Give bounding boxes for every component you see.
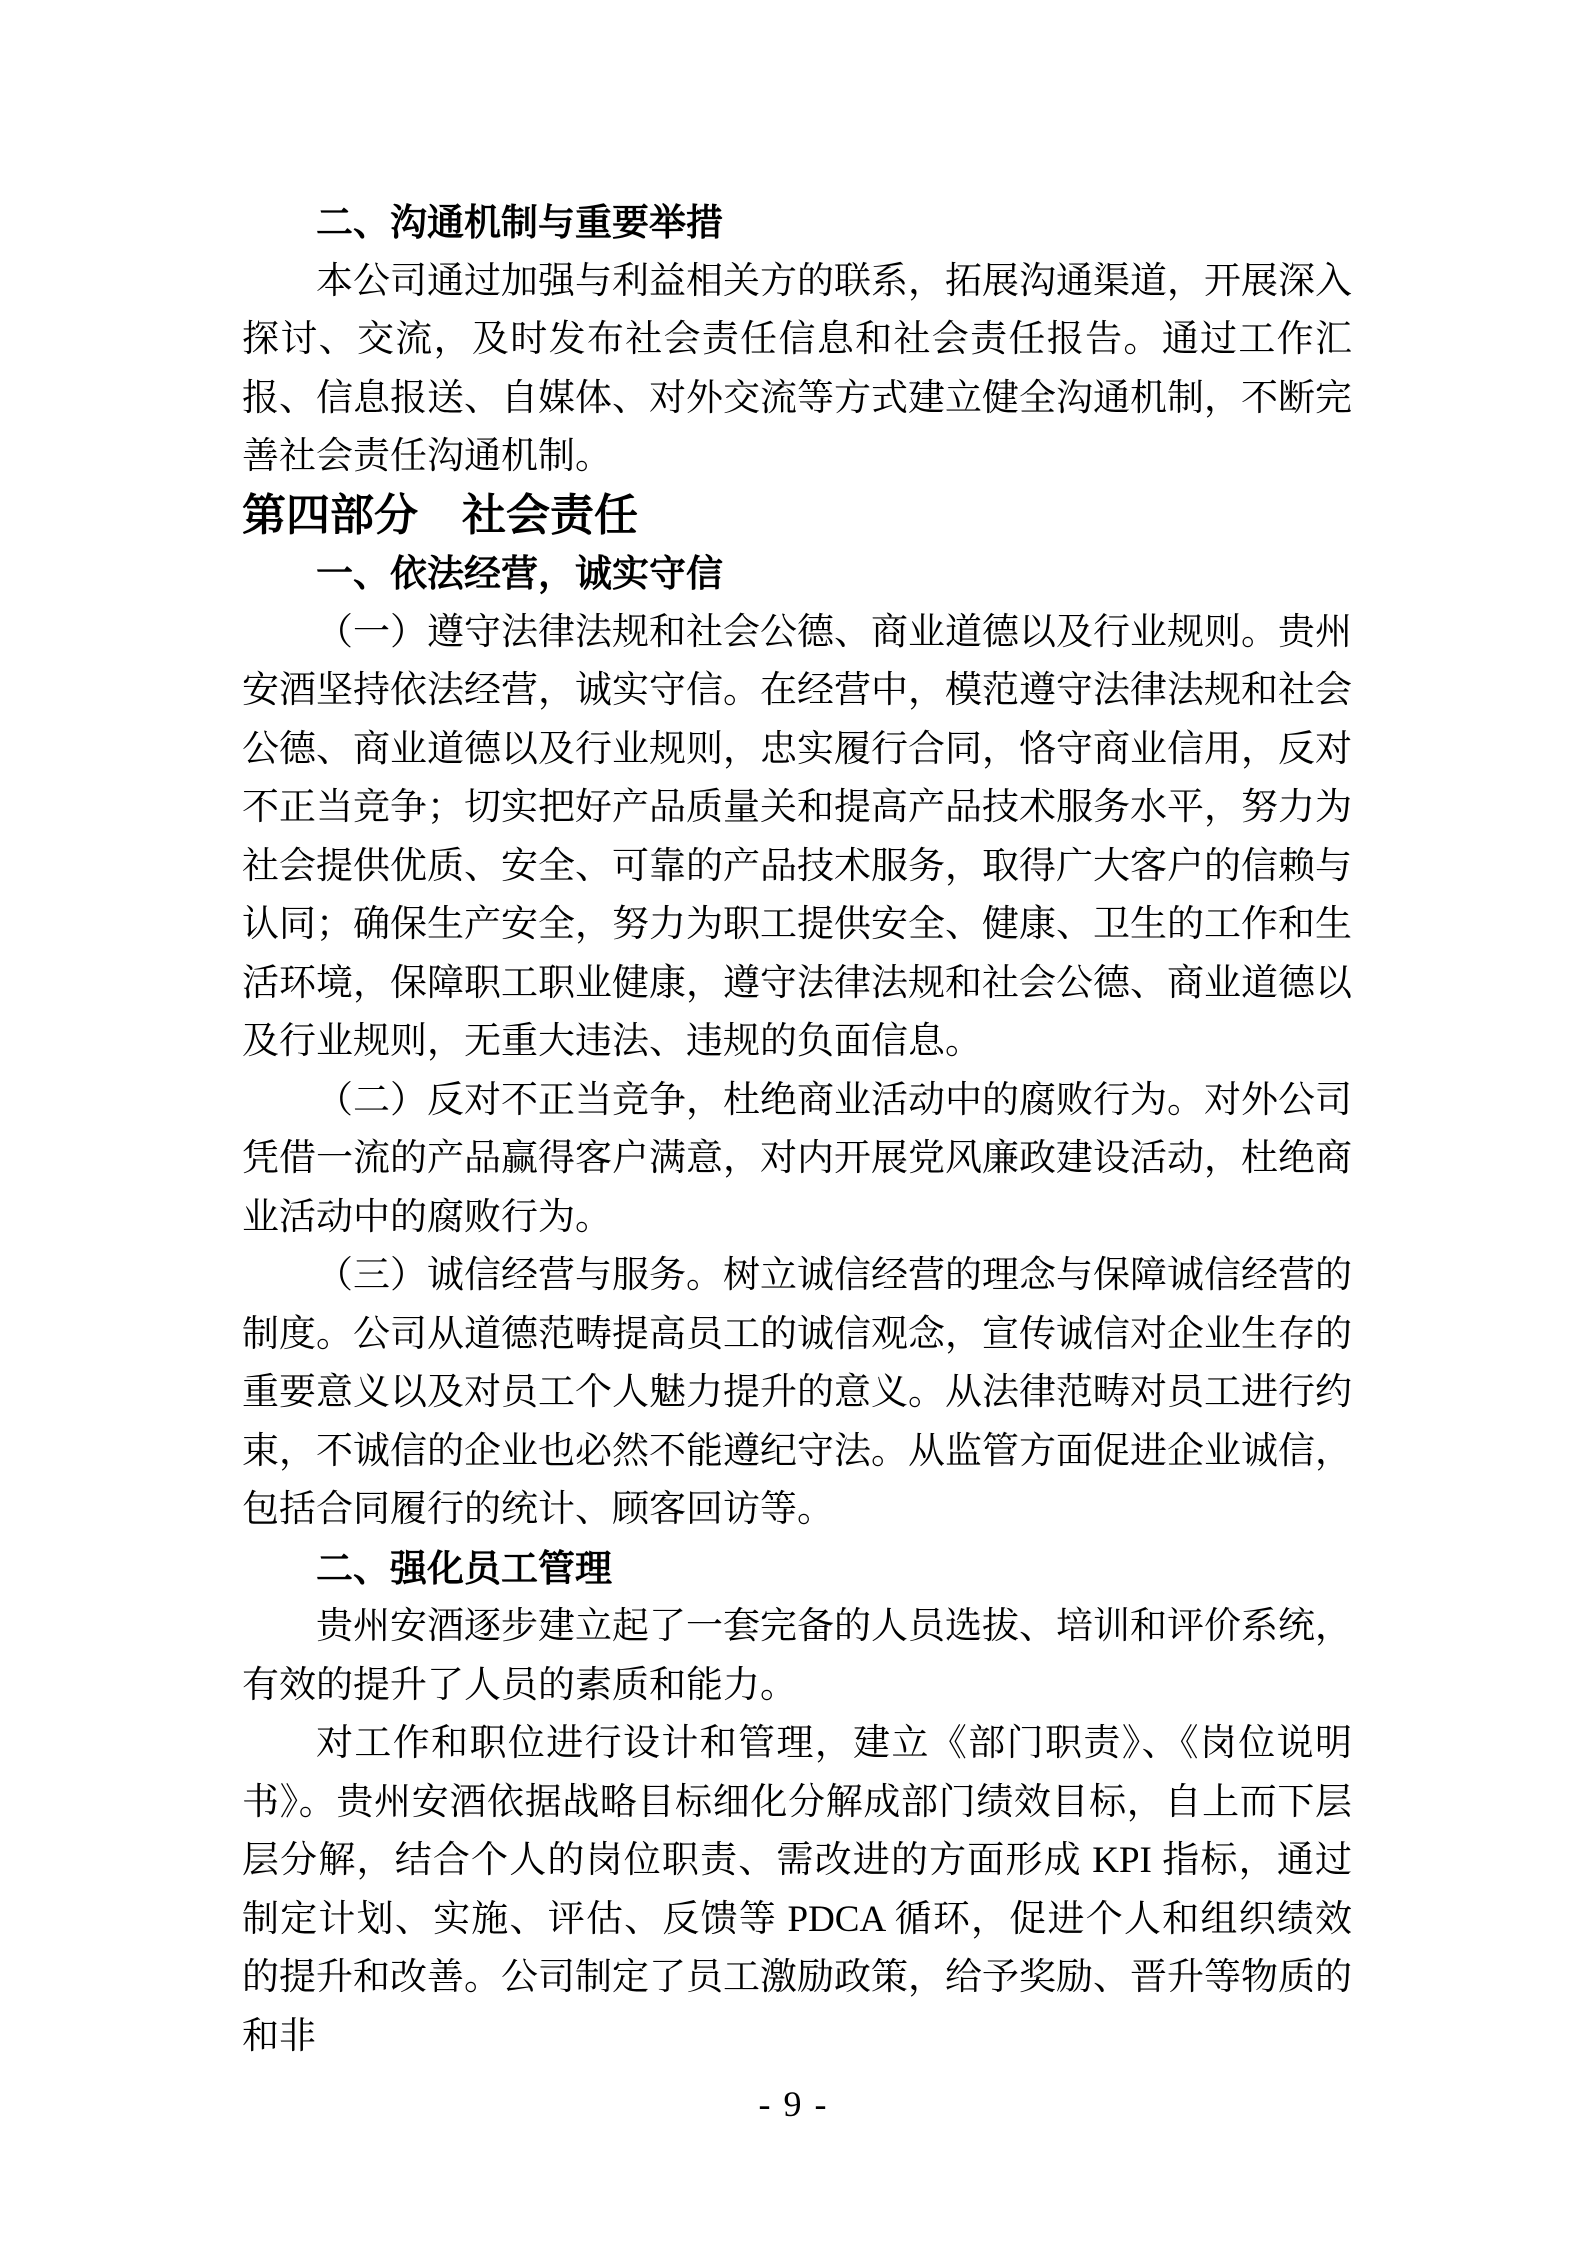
heading-lawful-operation: 一、依法经营，诚实守信 [316,553,723,594]
paragraph-law-compliance: （一）遵守法律法规和社会公德、商业道德以及行业规则。贵州安酒坚持依法经营，诚实守信。在经营中，模范遵守法律法规和社会公德、商业道德以及行业规则，忠实履行合同，恪守商业信用，反对不正当竞争；切实把好产品质量关和提高产品技术服务水平，努力为社会提供优质、安全、可靠的产品技术服务，取得广大客户的信赖与认同；确保生产安全，努力为职工提供安全、健康、卫生的工作和生活环境，保障职工职业健康，遵守法律法规和社会公德、商业道德以及行业规则，无重大违法、违规的负面信息。 [242,611,1352,1062]
heading-communication-mechanism: 二、沟通机制与重要举措 [316,202,723,243]
paragraph-job-design-kpi: 对工作和职位进行设计和管理，建立《部门职责》、《岗位说明书》。贵州安酒依据战略目标细化分解成部门绩效目标，自上而下层层分解，结合个人的岗位职责、需改进的方面形成 KPI 指标，通过制定计划、实施、评估、反馈等 PDCA 循环，促进个人和组织绩效的提升和改善。公司制定了员工激励政策，给予奖励、晋升等物质的和非 [242,1723,1352,2057]
document-body [242,194,1352,2066]
heading-part-four-social-responsibility: 第四部分 社会责任 [242,490,638,540]
page-number: - 9 - [758,2084,829,2124]
heading-employee-management: 二、强化员工管理 [316,1547,612,1589]
paragraph-communication: 本公司通过加强与利益相关方的联系，拓展沟通渠道，开展深入探讨、交流，及时发布社会责任信息和社会责任报告。通过工作汇报、信息报送、自媒体、对外交流等方式建立健全沟通机制，不断完善社会责任沟通机制。 [242,260,1352,477]
paragraph-anti-corruption: （二）反对不正当竞争，杜绝商业活动中的腐败行为。对外公司凭借一流的产品赢得客户满意，对内开展党风廉政建设活动，杜绝商业活动中的腐败行为。 [242,1079,1352,1238]
paragraph-integrity-service: （三）诚信经营与服务。树立诚信经营的理念与保障诚信经营的制度。公司从道德范畴提高员工的诚信观念，宣传诚信对企业生存的重要意义以及对员工个人魅力提升的意义。从法律范畴对员工进行约束，不诚信的企业也必然不能遵纪守法。从监管方面促进企业诚信，包括合同履行的统计、顾客回访等。 [242,1255,1352,1530]
paragraph-employee-system: 贵州安酒逐步建立起了一套完备的人员选拔、培训和评价系统，有效的提升了人员的素质和能力。 [242,1606,1352,1706]
